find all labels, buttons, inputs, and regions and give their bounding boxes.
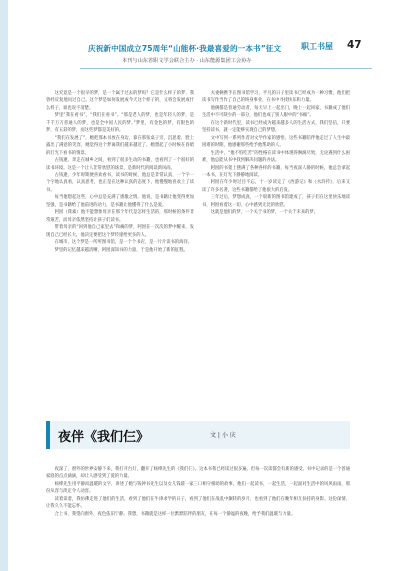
paragraph: 古钱逢，少年时期便喜欢看书，读书的时候，他总是非常认真，一个字一个字地认真看，认真思考，也正是在这种认真的态度下，他慢慢地喜欢上了读书。 [46,172,194,193]
paragraph: 梦里“我在看书”，“我们在看书”。“那是老人的梦，也是年轻人的梦，是千千万万普通人的梦，也是全中国人民的梦。”梦里，有金色的梦，有银色的梦，有五彩的梦，而这些梦都是美好的。 [46,113,194,134]
paragraph: 三年过后，梦想成真，一个崭新的图书馆建成了，孩子们在这里快乐地读书，阿囡看着这一切，心中感到无比的欣慰。 [202,195,350,208]
essay-contest-title: 庆祝新中国成立75周年“山能杯·我最喜爱的一本书”征文 [88,44,282,53]
paragraph: 夫妻俩携手在图书馆学习，平凡的日子里读书已经成为一种习惯，他们把读书写作当作了自己的终身事业，在书中寻找快乐和力量。 [202,91,350,104]
left-margin-stripe [0,0,8,571]
paragraph: 这就是他们的梦，一个关于书的梦，一个关于未来的梦。 [210,210,319,216]
second-article-body [46,466,350,546]
paragraph: 文中写到一系列作者对文学作家的感悟，这些书籍陪伴他走过了人生中最困难的时期，他感谢那些给予他帮助的人。 [202,135,350,149]
column-tag: 职工书屋 [301,42,333,51]
paragraph: 带着母亲的“回到他自己家里去”和痛的梦，阿囡在一次次的梦中醒来，发现自己已经长大，他决定要把这个梦传递给更多的人。 [46,225,194,238]
paragraph: 夜深了，窗外的世界安静下来，我打开台灯，翻开了杨绛先生的《我们仨》。这本书我已经读过很多遍，但每一次读都会有新的感受。书中记录的是一个普通家庭的点点滴滴，却让人感受到了爱的力量。 [46,467,350,480]
paragraph: 阿囡的书架上摆满了各种各样的书籍，每当夜深人静的时候，他总会拿起一本书，在灯光下静静地阅读。 [202,165,350,178]
paragraph: 这究竟是一个很早的梦，是一个属于过去的梦吗？它是什么样子的梦，我曾经反复地问过自己。这个梦是如何发展成今天这个样子的，又将会发展成什么样子，谁也说不清楚。 [46,91,194,111]
header-divider [80,68,372,69]
left-column [46,90,194,392]
paragraph: 在这个新时代里，读书已经成为越来越多人的生活方式，我们坚信，只要坚持读书，就一定能够实现自己的梦想。 [202,120,350,134]
page-header [26,38,371,72]
article-title: 夜伴《我们仨》 [58,430,150,445]
article-byline: 文 | 小 庆 [210,432,236,439]
paragraph: 在城市，这个梦是一所所图书馆，是一个个书店，是一片片读书的海洋。 [54,240,193,246]
article-body [46,90,350,392]
paragraph: 杨绛先生用平静而温暖的文字，讲述了她与钱钟书先生以及女儿钱瑗一家三口相守相助的故事。他们一起读书，一起生活，一起面对生活中的风风雨雨，那份从容与淡定令人动容。 [46,481,350,495]
paragraph: 梦里的记忆越来越清晰，阿囡深知书的力量，于是他开始了新的征程。 [54,247,188,253]
paragraph: 生活中，“他不怕吃苦”的性格在读书中体现得淋漓尽致，无论遇到什么困难，他总能从书中找到解决问题的办法。 [202,150,350,164]
paragraph: “我们在发展了”，她把那本书放在身边，靠在那张桌子旁，沉思着，脸上露出了满意的笑容，她觉得这个梦离我们越来越近了，她想起了小时候在昏暗的灯光下看书的情景。 [46,135,194,156]
paragraph: 阿囡在年少时过目不忘，十一岁读完了《西游记》和《水浒传》，后来又读了许多名著，这些书籍都给了他很大的启发。 [202,180,350,193]
paragraph: 合上书，我望向窗外，夜色依旧宁静。我想，书籍就是这样一位默默陪伴的朋友，在每一个静谧的夜晚，给予我们温暖与力量。 [54,511,296,517]
paragraph: 古钱逢，奔走在城乡之间，看到了很多生动的书籍，也看到了一个很好的读书环境。这是一个让人非常欣慰的场景，是新时代的阅读新风尚。 [46,158,194,171]
paragraph: 每当他想起这些，心中总是充满了感激之情。他说，是书籍让他变得更加坚强，是书籍给了他前进的动力，是书籍让他懂得了什么是爱。 [46,195,194,208]
paragraph: 阿囡（我素）他不能想象母亲在那个年代是怎样生活的，那时候的条件非常艰苦，而母亲依然坚持让孩子们读书。 [46,210,194,223]
page-number: 47 [347,39,362,51]
right-column [202,90,350,392]
organizer-line: 本刊与山东省职文学会联合主办 · 山东能源集团工会协办 [122,58,252,64]
article-title-band [46,421,350,449]
paragraph: 他俩都是普通劳动者，每天早上一起出门，晚上一起回家，书籍成了他们生活中不可缺少的一部分，他们也成了别人眼中的“书痴”。 [202,105,350,119]
paragraph: 读着读着，我仿佛走进了他们的生活，看到了他们在牛津求学的日子，看到了他们在战乱中辗转的岁月，也看到了他们在晚年相互扶持的身影。这份深情，让我久久不能忘怀。 [46,496,350,510]
